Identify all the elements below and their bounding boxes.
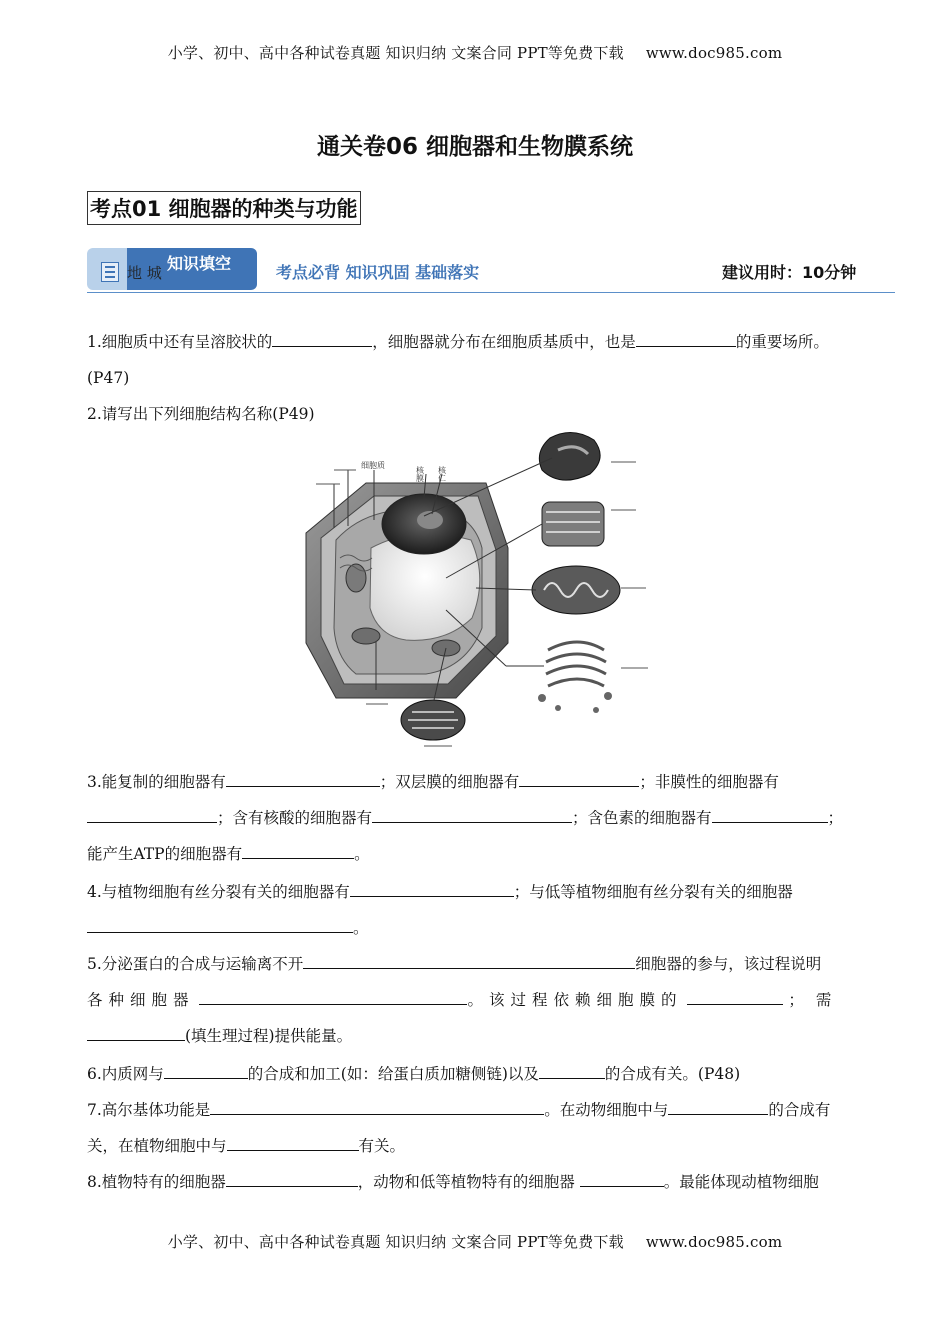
q5-text-f: (填生理过程)提供能量。: [185, 1027, 353, 1045]
plant-cell-drawing: [306, 483, 508, 698]
q5-text-c: 各种细胞器: [87, 991, 195, 1009]
q3-blank-4[interactable]: [372, 806, 572, 823]
q1-blank-2[interactable]: [636, 330, 736, 347]
q3-blank-1[interactable]: [226, 770, 380, 787]
question-6: [87, 1056, 877, 1092]
page-footer: [0, 1231, 950, 1252]
tag-label: 知识填空: [167, 254, 232, 273]
chloroplast-drawing: [401, 700, 465, 740]
q6-text-b: 的合成和加工(如：给蛋白质加糖侧链)以及: [247, 1065, 539, 1083]
q3-text-f: ；: [827, 809, 844, 827]
footer-text: 小学、初中、高中各种试卷真题 知识归纳 文案合同 PPT等免费下载: [167, 1233, 624, 1251]
q3-text-e: ；含色素的细胞器有: [572, 809, 712, 827]
q3-text-b: ；双层膜的细胞器有: [379, 773, 520, 791]
banner-divider: [87, 292, 895, 293]
q3-text-c: ；非膜性的细胞器有: [639, 773, 779, 791]
endoplasmic-reticulum-drawing: [542, 502, 604, 546]
header-text: 小学、初中、高中各种试卷真题 知识归纳 文案合同 PPT等免费下载: [167, 44, 624, 62]
q5-blank-1[interactable]: [303, 952, 635, 969]
q1-blank-1[interactable]: [272, 330, 372, 347]
q1-text-b: ，细胞器就分布在细胞质基质中，也是: [372, 333, 636, 351]
q4-text-c: 。: [353, 919, 369, 937]
q6-blank-2[interactable]: [539, 1062, 605, 1079]
q6-text-c: 的合成有关。(P48): [604, 1065, 741, 1083]
section-heading: 考点01 细胞器的种类与功能: [87, 191, 361, 225]
golgi-apparatus-drawing: [539, 432, 600, 480]
q6-blank-1[interactable]: [164, 1062, 248, 1079]
q8-text-a: 8.植物特有的细胞器: [87, 1173, 226, 1191]
q3-text-d: ；含有核酸的细胞器有: [217, 809, 373, 827]
page-header: [0, 42, 950, 63]
header-site[interactable]: www.doc985.com: [645, 44, 783, 62]
mitochondrion-drawing: [532, 566, 620, 614]
q6-text-a: 6.内质网与: [87, 1065, 164, 1083]
q5-blank-4[interactable]: [87, 1024, 185, 1041]
q5-text-e: ；需: [788, 991, 844, 1009]
q7-blank-2[interactable]: [668, 1098, 768, 1115]
q7-text-c: 的合成有: [768, 1101, 831, 1119]
footer-site[interactable]: www.doc985.com: [645, 1233, 783, 1251]
question-3: [87, 764, 877, 872]
q3-blank-6[interactable]: [242, 842, 354, 859]
label-nuclear-membrane: 核膜: [415, 466, 425, 482]
q3-blank-5[interactable]: [712, 806, 828, 823]
q1-page-ref: (P47): [87, 369, 130, 387]
q5-text-a: 5.分泌蛋白的合成与运输离不开: [87, 955, 304, 973]
q8-text-c: 。最能体现动植物细胞: [663, 1173, 819, 1191]
q8-text-b: ，动物和低等植物特有的细胞器: [357, 1173, 575, 1191]
q1-text-c: 的重要场所。: [735, 333, 829, 351]
q5-text-d: 。该过程依赖细胞膜的: [467, 991, 683, 1009]
q7-text-a: 7.高尔基体功能是: [87, 1101, 211, 1119]
q8-blank-2[interactable]: [580, 1170, 664, 1187]
question-7: [87, 1092, 877, 1164]
q3-blank-3[interactable]: [87, 806, 217, 823]
q3-text-g: 能产生ATP的细胞器有: [87, 845, 243, 863]
label-nucleolus: 核仁: [437, 466, 447, 482]
q3-text-h: 。: [354, 845, 370, 863]
q7-text-e: 有关。: [358, 1137, 406, 1155]
q8-blank-1[interactable]: [226, 1170, 358, 1187]
book-icon: [101, 262, 119, 282]
tag-sub-label: 地 城: [127, 264, 162, 282]
q3-text-a: 3.能复制的细胞器有: [87, 773, 226, 791]
q7-blank-1[interactable]: [210, 1098, 544, 1115]
q3-blank-2[interactable]: [519, 770, 639, 787]
q7-text-b: 。在动物细胞中与: [544, 1101, 669, 1119]
label-cytoplasm: 细胞质: [361, 461, 385, 470]
banner-time: 建议用时：10分钟: [722, 263, 857, 282]
q4-blank-2[interactable]: [87, 916, 353, 933]
question-2: 2.请写出下列细胞结构名称(P49): [87, 405, 315, 423]
question-4: [87, 874, 877, 946]
q5-text-b: 细胞器的参与，该过程说明: [635, 955, 822, 973]
q5-blank-2[interactable]: [199, 988, 467, 1005]
golgi-stack-drawing: [538, 642, 612, 713]
page-title: 通关卷06 细胞器和生物膜系统: [316, 134, 633, 160]
cell-structure-figure: [296, 428, 656, 753]
question-1: [87, 324, 877, 396]
q1-text-a: 1.细胞质中还有呈溶胶状的: [87, 333, 273, 351]
q4-blank-1[interactable]: [350, 880, 514, 897]
q7-blank-3[interactable]: [227, 1134, 359, 1151]
q4-text-a: 4.与植物细胞有丝分裂有关的细胞器有: [87, 883, 350, 901]
q7-text-d: 关，在植物细胞中与: [87, 1137, 227, 1155]
question-5: [87, 946, 877, 1054]
banner-tag: [87, 248, 257, 290]
question-8: [87, 1164, 877, 1200]
q5-blank-3[interactable]: [687, 988, 783, 1005]
q4-text-b: ；与低等植物细胞有丝分裂有关的细胞器: [513, 883, 793, 901]
banner-slogan: 考点必背 知识巩固 基础落实: [276, 263, 480, 282]
